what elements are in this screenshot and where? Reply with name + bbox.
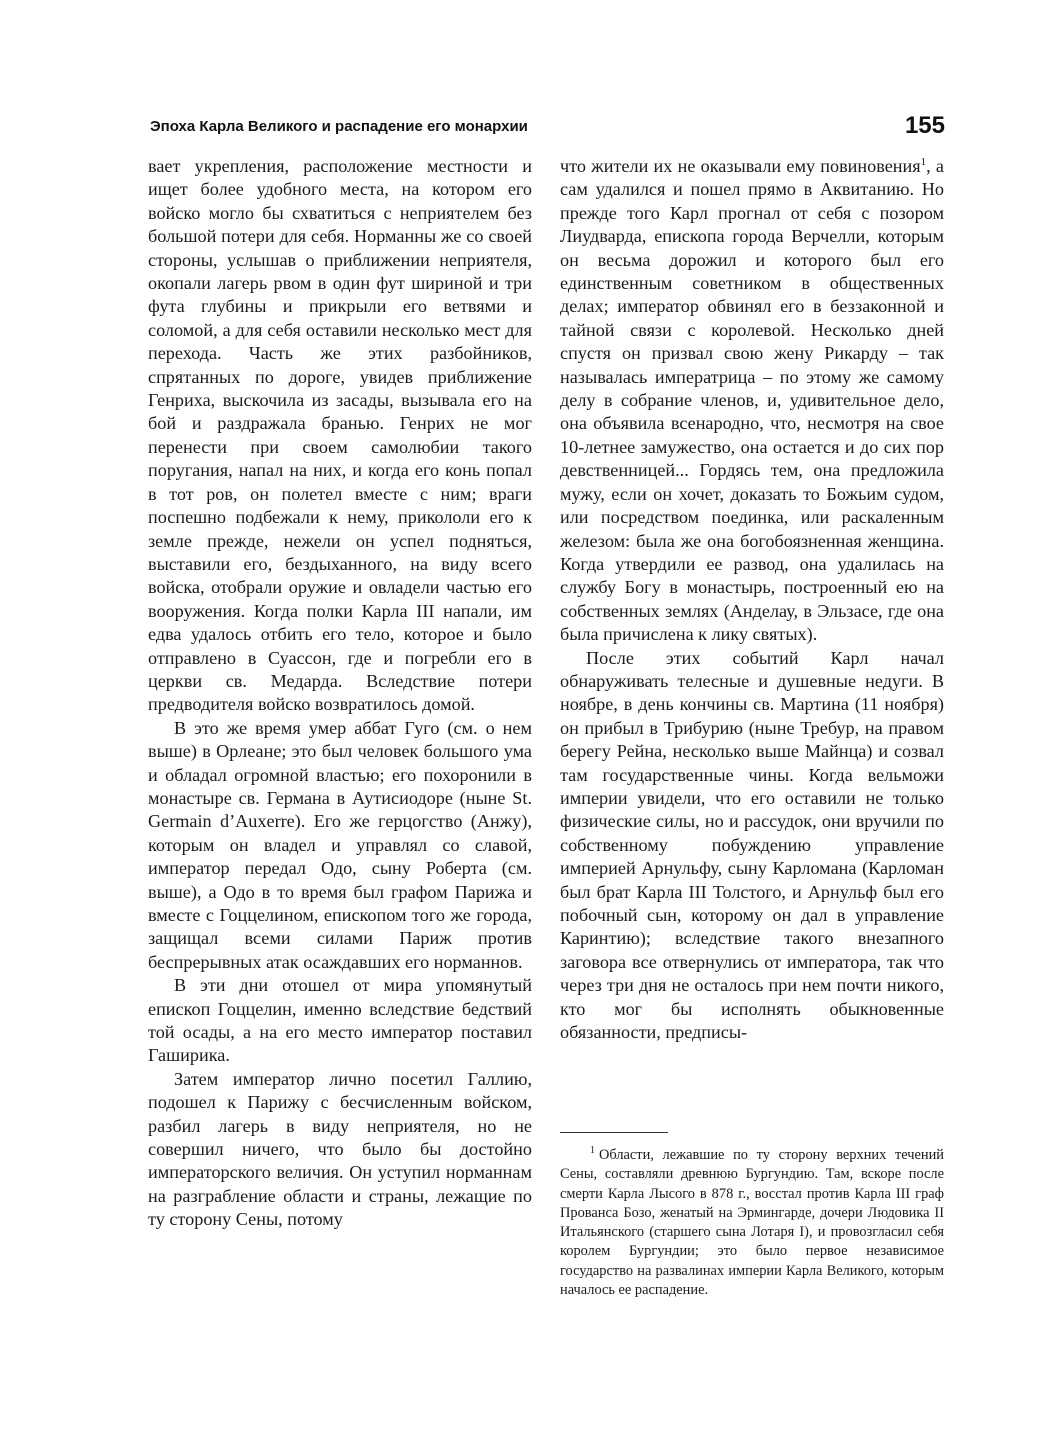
paragraph: В эти дни отошел от мира упомянутый епископ Гоццелин, именно вследствие бедствий той осады, а на его место император поставил Гаширика.: [148, 975, 532, 1066]
paragraph-text: что жители их не оказывали ему повиновения: [560, 156, 921, 176]
right-column: [560, 155, 944, 1044]
page-header: [150, 112, 945, 146]
paragraph: После этих событий Карл начал обнаруживать телесные и душевные недуги. В ноябре, в день кончины св. Мартина (11 ноября) он прибыл в Трибурию (ныне Требур, на правом берегу Рейна, несколько выше Майнца) и созвал там государственные чины. Когда вельможи империи увидели, что его оставили не только физические силы, но и рассудок, они вручили по собственному побуждению управление империей Арнульфу, сыну Карломана (Карломан был брат Карла III Толстого, и Арнульф был его побочный сын, которому он дал в управление Каринтию); вследствие такого внезапного заговора все отвернулись от императора, так что через три дня не осталось при нем почти никого, кто мог бы исполнять обыкновенные обязанности, предписы-: [560, 647, 944, 1043]
footnote-text: Области, лежавшие по ту сторону верхних течений Сены, составляли древнюю Бургундию. Там, вскоре после смерти Карла Лысого в 878 г., восстал против Карла III граф Прованса Бозо, женатый на Эрмингарде, дочери Людовика II Итальянского (старшего сына Лотаря I), и провозгласил себя королем Бургундии; это было первое независимое государство на развалинах империи Карла Великого, которым началось ее распадение.: [560, 1147, 944, 1299]
footnote: [560, 1146, 944, 1300]
paragraph: вает укрепления, расположение местности и ищет более удобного места, на котором его войско могло бы схватиться с неприятелем без большой потери для себя. Норманны же со своей стороны, услышав о приближении неприятеля, окопали лагерь рвом в один фут шириной и три фута глубины и прикрыли его ветвями и соломой, а для себя оставили несколько мест для перехода. Часть же этих разбойников, спрятанных по дороге, увидев приближение Генриха, выскочила из засады, вызывала его на бой и раздражала бранью. Генрих не мог перенести при своем самолюбии такого поругания, напал на них, и когда его конь попал в тот ров, он полетел вместе с ним; враги поспешно подбежали к нему, прикололи его к земле прежде, нежели он успел подняться, выставили его, бездыханного, на виду всего войска, отобрали оружие и овладели частью его вооружения. Когда полки Карла III напали, им едва удалось отбить его тело, которое и было отправлено в Суассон, где и погребли его в церкви св. Медарда. Вследствие потери предводителя войско возвратилось домой.: [148, 156, 532, 715]
page-number: 155: [904, 112, 945, 139]
paragraph: [560, 155, 944, 647]
left-column: [148, 155, 532, 1232]
paragraph: В это же время умер аббат Гуго (см. о нем выше) в Орлеане; это был человек большого ума и обладал огромной властью; его похоронили в монастыре св. Германа в Аутисиодоре (ныне St. Germain d’Auxerre). Его же герцогство (Анжу), которым он владел и управлял со славой, император передал Одо, сыну Роберта (см. выше), а Одо в то время был графом Парижа и вместе с Гоццелином, епископом того же города, защищал всеми силами Париж против беспрерывных атак осаждавших его норманнов.: [148, 717, 532, 972]
footnote-divider: [560, 1132, 668, 1133]
paragraph: Затем император лично посетил Галлию, подошел к Парижу с бесчисленным войском, разбил лагерь в виду неприятеля, но не совершил ничего, что было бы достойно императорского величия. Он уступил норманнам на разграбление области и страны, лежащие по ту сторону Сены, потому: [148, 1068, 532, 1230]
footnote-reference[interactable]: 1: [920, 155, 927, 168]
paragraph-text: , а сам удалился и пошел прямо в Аквитанию. Но прежде того Карл прогнал от себя с позором Лиудварда, епископа города Верчелли, которым он весьма дорожил и которого был его единственным советником в общественных делах; император обвинял его в беззаконной и тайной связи с королевой. Несколько дней спустя он призвал свою жену Рикарду – так называлась императрица – по этому же самому делу в собрание членов, и, удивительное дело, она объявила всенародно, что, несмотря на свое 10-летнее замужество, она остается и до сих пор девственницей... Гордясь тем, она предложила мужу, если он хочет, доказать то Божьим судом, или посредством поединка, или раскаленным железом: была же она богобоязненная женщина. Когда утвердили ее развод, она удалилась на службу Богу в монастырь, построенный ею на собственных землях (Анделау, в Эльзасе, где она была причислена к лику святых).: [560, 156, 944, 645]
footnote-mark: 1: [590, 1145, 595, 1157]
running-head: Эпоха Карла Великого и распадение его монархии: [150, 118, 528, 135]
